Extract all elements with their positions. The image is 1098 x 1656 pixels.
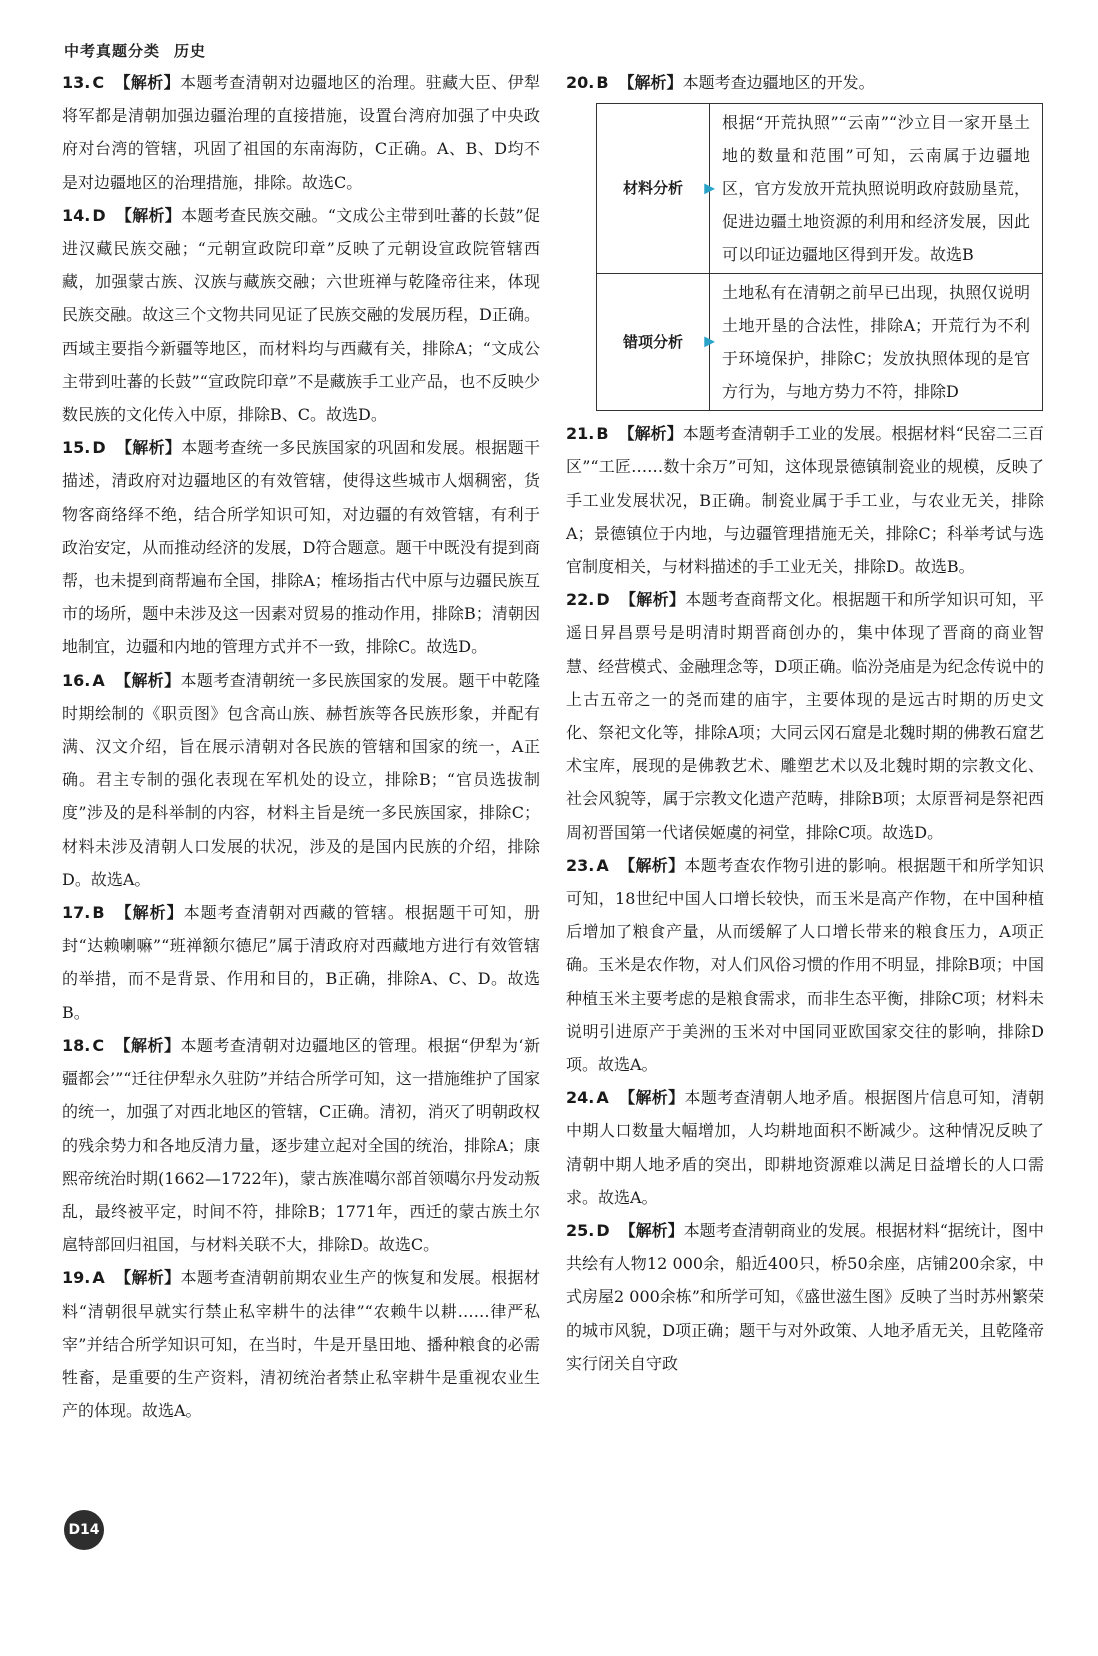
analysis-table [596,103,1043,411]
question-16: 16. A 【解析】本题考查清朝统一多民族国家的发展。题干中乾隆时期绘制的《职贡图》包含高山族、赫哲族等各民族形象，并配有满、汉文介绍，旨在展示清朝对各民族的管辖和国家的统一，A正确。君主专制的强化表现在军机处的设立，排除B；“官员选拔制度”涉及的是科举制的内容，材料主旨是统一多民族国家，排除C；材料未涉及清朝人口发展的状况，涉及的是国内民族的介绍，排除D。故选A。 [62,670,540,889]
question-21: 21. B 【解析】本题考查清朝手工业的发展。根据材料“民窑二三百区”“工匠……数十余万”可知，这体现景德镇制瓷业的规模，反映了手工业发展状况，B正确。制瓷业属于手工业，与农业无关，排除A；景德镇位于内地，与边疆管理措施无关，排除C；科举考试与选官制度相关，与材料描述的手工业无关，排除D。故选B。 [566,424,1044,577]
question-15: 15. D 【解析】本题考查统一多民族国家的巩固和发展。根据题干描述，清政府对边疆地区的有效管辖，使得这些城市人烟稠密，货物客商络绎不绝，结合所学知识可知，对边疆的有效管辖，有利于政治安定，从而推动经济的发展，D符合题意。题干中既没有提到商帮，也未提到商帮遍布全国，排除A；榷场指古代中原与边疆民族互市的场所，题中未涉及这一因素对贸易的推动作用，排除B；清朝因地制宜，边疆和内地的管理方式并不一致，排除C。故选D。 [62,438,540,657]
subject-title: 历史 [174,42,207,60]
left-column [62,66,540,1427]
question-24: 24. A 【解析】本题考查清朝人地矛盾。根据图片信息可知，清朝中期人口数量大幅增加，人均耕地面积不断减少。这种情况反映了清朝中期人地矛盾的突出，即耕地资源难以满足日益增长的人口需求。故选A。 [566,1088,1044,1207]
question-22: 22. D 【解析】本题考查商帮文化。根据题干和所学知识可知，平遥日昇昌票号是明清时期晋商创办的，集中体现了晋商的商业智慧、经营模式、金融理念等，D项正确。临汾尧庙是为纪念传说中的上古五帝之一的尧而建的庙宇，主要体现的是远古时期的历史文化、祭祀文化等，排除A项；大同云冈石窟是北魏时期的佛教石窟艺术宝库，展现的是佛教艺术、雕塑艺术以及北魏时期的宗教文化、社会风貌等，属于宗教文化遗产范畴，排除B项；太原晋祠是祭祀西周初晋国第一代诸侯姬虞的祠堂，排除C项。故选D。 [566,590,1044,842]
question-23: 23. A 【解析】本题考查农作物引进的影响。根据题干和所学知识可知，18世纪中国人口增长较快，而玉米是高产作物，在中国种植后增加了粮食产量，从而缓解了人口增长带来的粮食压力，A项正确。玉米是农作物，对人们风俗习惯的作用不明显，排除B项；中国种植玉米主要考虑的是粮食需求，而非生态平衡，排除C项；材料未说明引进原产于美洲的玉米对中国同亚欧国家交往的影响，排除D项。故选A。 [566,855,1044,1075]
wrong-option-analysis-label: 错项分析 ▶ [597,274,710,411]
question-25: 25. D 【解析】本题考查清朝商业的发展。根据材料“据统计，图中共绘有人物12 000余，船近400只，桥50余座，店铺200余家，中式房屋2 000余栋”和所学可知，《盛世滋生图》反映了当时苏州繁荣的城市风貌，D项正确；题干与对外政策、人地矛盾无关，且乾隆帝实行闭关自守政 [566,1221,1044,1373]
question-18: 18. C 【解析】本题考查清朝对边疆地区的管理。根据“伊犁为‘新疆都会’”“迁往伊犁永久驻防”并结合所学可知，这一措施维护了国家的统一，加强了对西北地区的管辖，C正确。清初，消灭了明朝政权的残余势力和各地反清力量，逐步建立起对全国的统治，排除A；康熙帝统治时期(1662—1722年)，蒙古族准噶尔部首领噶尔丹发动叛乱，最终被平定，时间不符，排除B；1771年，西迁的蒙古族土尔扈特部回归祖国，与材料关联不大，排除D。故选C。 [62,1035,540,1255]
series-title: 中考真题分类 [64,42,161,60]
table-row [597,274,1043,411]
table-row [597,104,1043,274]
material-analysis-label: 材料分析 ▶ [597,104,710,274]
wrong-option-analysis-content: 土地私有在清朝之前早已出现，执照仅说明土地开垦的合法性，排除A；开荒行为不利于环境保护，排除C；发放执照体现的是官方行为，与地方势力不符，排除D [710,274,1043,411]
page-number-badge: D14 [64,1510,104,1550]
page-header [64,40,206,61]
question-20: 20. B 【解析】本题考查边疆地区的开发。 [566,73,875,92]
question-17: 17. B 【解析】本题考查清朝对西藏的管辖。根据题干可知，册封“达赖喇嘛”“班禅额尔德尼”属于清政府对西藏地方进行有效管辖的举措，而不是背景、作用和目的，B正确，排除A、C、D。故选B。 [62,903,540,1022]
question-13: 13. C 【解析】本题考查清朝对边疆地区的治理。驻藏大臣、伊犁将军都是清朝加强边疆治理的直接措施，设置台湾府加强了中央政府对台湾的管辖，巩固了祖国的东南海防，C正确。A、B、D均不是对边疆地区的治理措施，排除。故选C。 [62,73,540,192]
material-analysis-content: 根据“开荒执照”“云南”“沙立目一家开垦土地的数量和范围”可知，云南属于边疆地区，官方发放开荒执照说明政府鼓励垦荒，促进边疆土地资源的利用和经济发展，因此可以印证边疆地区得到开发。故选B [710,104,1043,274]
question-19: 19. A 【解析】本题考查清朝前期农业生产的恢复和发展。根据材料“清朝很早就实行禁止私宰耕牛的法律”“农赖牛以耕……律严私宰”并结合所学知识可知，在当时，牛是开垦田地、播种粮食的必需牲畜，是重要的生产资料，清初统治者禁止私宰耕牛是重视农业生产的体现。故选A。 [62,1268,540,1421]
question-14: 14. D 【解析】本题考查民族交融。“文成公主带到吐蕃的长鼓”促进汉藏民族交融；“元朝宣政院印章”反映了元朝设宣政院管辖西藏，加强蒙古族、汉族与藏族交融；六世班禅与乾隆帝往来，体现民族交融。故这三个文物共同见证了民族交融的发展历程，D正确。西域主要指今新疆等地区，而材料均与西藏有关，排除A；“文成公主带到吐蕃的长鼓”“宣政院印章”不是藏族手工业产品，也不反映少数民族的文化传入中原，排除B、C。故选D。 [62,205,540,425]
right-column [566,66,1044,1380]
arrow-right-icon: ▶ [704,180,715,197]
arrow-right-icon: ▶ [704,333,715,350]
